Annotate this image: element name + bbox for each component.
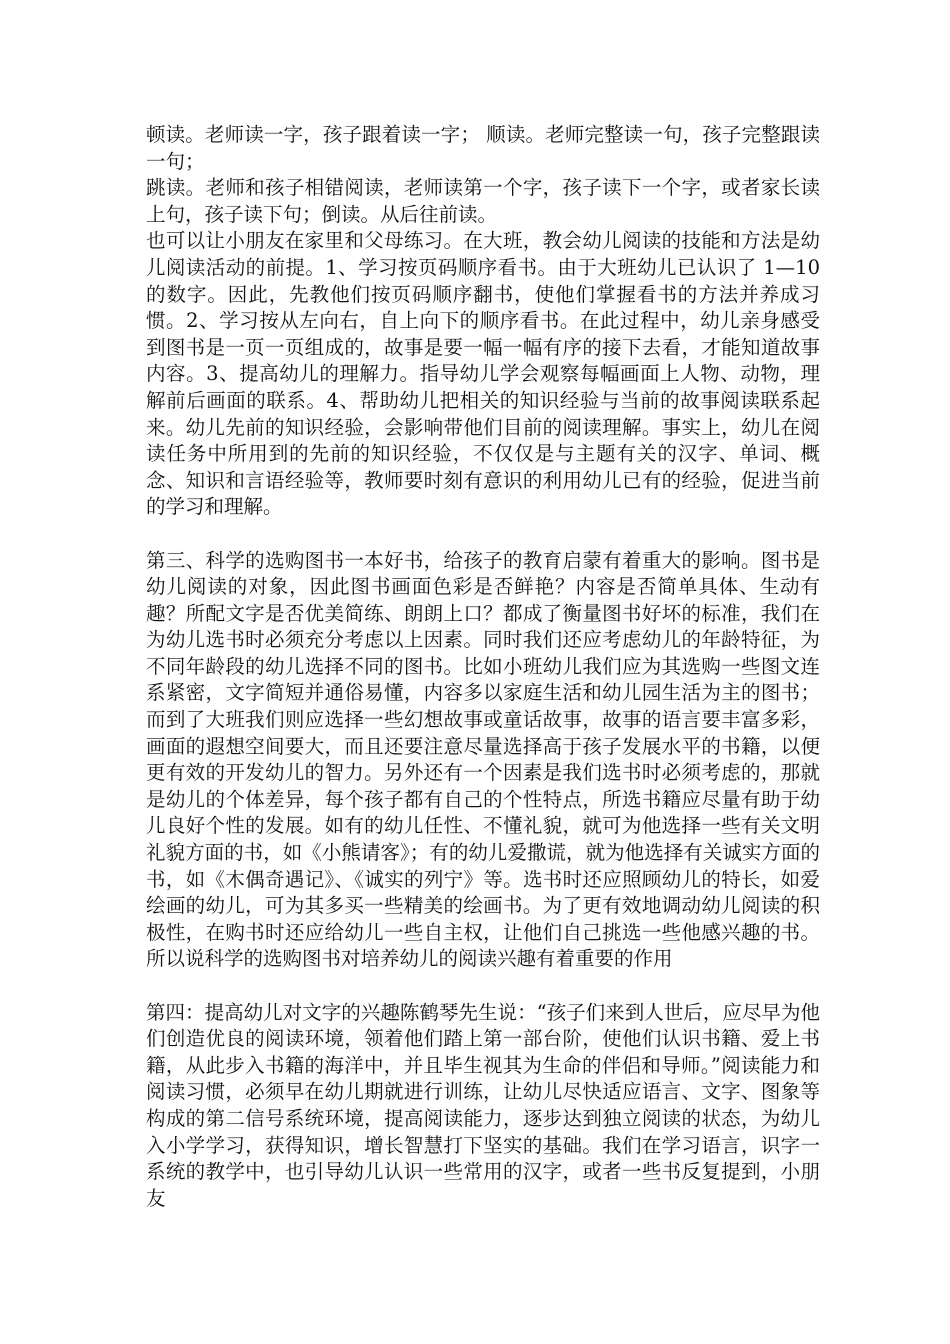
paragraph-section-four: 第四：提高幼儿对文字的兴趣陈鹤琴先生说：“孩子们来到人世后，应尽早为他们创造优良的阅读环境，领着他们踏上第一部台阶，使他们认识书籍、爱上书籍，从此步入书籍的海洋中，并且毕生视其为生命的伴侣和导师。”阅读能力和阅读习惯，必须早在幼儿期就进行训练，让幼儿尽快适应语言、文字、图象等构成的第二信号系统环境，提高阅读能力，逐步达到独立阅读的状态，为幼儿入小学学习，获得知识，增长智慧打下坚实的基础。我们在学习语言，识字一系统的教学中，也引导幼儿认识一些常用的汉字，或者一些书反复提到，小朋友 bbox=[146, 1000, 820, 1210]
paragraph-section-three: 第三、科学的选购图书一本好书，给孩子的教育启蒙有着重大的影响。图书是幼儿阅读的对象，因此图书画面色彩是否鲜艳？内容是否简单具体、生动有趣？所配文字是否优美简练、朗朗上口？都成了衡量图书好坏的标准，我们在为幼儿选书时必须充分考虑以上因素。同时我们还应考虑幼儿的年龄特征，为不同年龄段的幼儿选择不同的图书。比如小班幼儿我们应为其选购一些图文连系紧密，文字简短并通俗易懂，内容多以家庭生活和幼儿园生活为主的图书；而到了大班我们则应选择一些幻想故事或童话故事，故事的语言要丰富多彩，画面的遐想空间要大，而且还要注意尽量选择高于孩子发展水平的书籍，以便更有效的开发幼儿的智力。另外还有一个因素是我们选书时必须考虑的，那就是幼儿的个体差异，每个孩子都有自己的个性特点，所选书籍应尽量有助于幼儿良好个性的发展。如有的幼儿任性、不懂礼貌，就可为他选择一些有关文明礼貌方面的书，如《小熊请客》；有的幼儿爱撒谎，就为他选择有关诚实方面的书，如《木偶奇遇记》、《诚实的列宁》等。选书时还应照顾幼儿的特长，如爱绘画的幼儿，可为其多买一些精美的绘画书。为了更有效地调动幼儿阅读的积极性，在购书时还应给幼儿一些自主权，让他们自己挑选一些他感兴趣的书。所以说科学的选购图书对培养幼儿的阅读兴趣有着重要的作用 bbox=[146, 548, 820, 971]
paragraph-spacer bbox=[146, 973, 820, 1000]
paragraph-reading-skills: 也可以让小朋友在家里和父母练习。在大班，教会幼儿阅读的技能和方法是幼儿阅读活动的前提。1、学习按页码顺序看书。由于大班幼儿已认识了 1—10 的数字。因此，先教他们按页码顺序翻书，使他们掌握看书的方法并养成习惯。2、学习按从左向右，自上向下的顺序看书。在此过程中，幼儿亲身感受到图书是一页一页组成的，故事是要一幅一幅有序的接下去看，才能知道故事内容。3、提高幼儿的理解力。指导幼儿学会观察每幅画面上人物、动物，理解前后画面的联系。4、帮助幼儿把相关的知识经验与当前的故事阅读联系起来。幼儿先前的知识经验，会影响带他们目前的阅读理解。事实上，幼儿在阅读任务中所用到的先前的知识经验，不仅仅是与主题有关的汉字、单词、概念、知识和言语经验等，教师要时刻有意识的利用幼儿已有的经验，促进当前的学习和理解。 bbox=[146, 229, 820, 519]
paragraph-spacer bbox=[146, 521, 820, 548]
document-body bbox=[146, 122, 820, 1212]
paragraph-reading-methods-2: 跳读。老师和孩子相错阅读，老师读第一个字，孩子读下一个字，或者家长读上句，孩子读下句；倒读。从后往前读。 bbox=[146, 176, 820, 226]
paragraph-reading-methods-1: 顿读。老师读一字，孩子跟着读一字； 顺读。老师完整读一句，孩子完整跟读一句； bbox=[146, 123, 820, 173]
